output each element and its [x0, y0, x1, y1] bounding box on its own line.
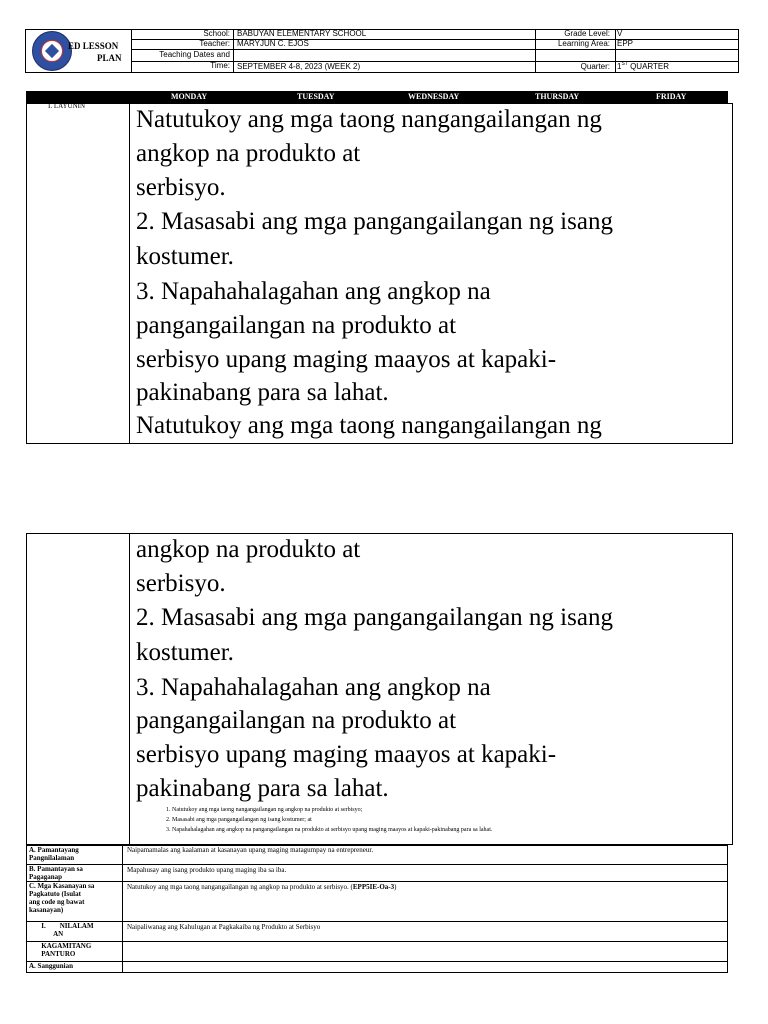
layunin-small-line: 1. Natutukoy ang mga taong nangangailangan ng angkop na produkto at serbisyo; [166, 807, 363, 813]
layunin-label: I. LAYUNIN [48, 102, 86, 110]
row-label-nilalaman: I. NILALAM AN [29, 922, 94, 938]
day-wednesday: WEDNESDAY [408, 92, 460, 101]
row-label-kagamitang-panturo: KAGAMITANG PANTURO [29, 942, 92, 958]
row-value-mga-kasanayan: Natutukoy ang mga taong nangangailangan ng angkop na produkto at serbisyo. (EPP5IE-Oa-3) [127, 883, 397, 891]
layunin-line: 3. Napahahalagahan ang angkop na [136, 674, 491, 701]
dates-value: SEPTEMBER 4-8, 2023 (WEEK 2) [237, 62, 361, 71]
grade-label: Grade Level: [564, 29, 610, 38]
row-label-mga-kasanayan: C. Mga Kasanayan sa Pagkatuto (Isulat ang code ng bawat kasanayan) [29, 882, 95, 914]
deped-seal-logo [32, 31, 72, 71]
layunin-line: 2. Masasabi ang mga pangangailangan ng isang [136, 208, 613, 235]
layunin-line: serbisyo upang maging maayos at kapaki- [136, 346, 557, 373]
layunin-line: kostumer. [136, 243, 234, 270]
day-tuesday: TUESDAY [297, 92, 335, 101]
day-friday: FRIDAY [656, 92, 687, 101]
row-value-pamantayang-pangnilalaman: Naipamamalas ang kaalaman at kasanayan upang maging matagumpay na entrepreneur. [127, 846, 374, 854]
layunin-line: pakinabang para sa lahat. [136, 379, 389, 406]
layunin-line: angkop na produkto at [136, 140, 361, 167]
row-label-sanggunian: A. Sanggunian [29, 962, 73, 970]
days-header-bar [26, 91, 728, 103]
layunin-line: 2. Masasabi ang mga pangangailangan ng isang [136, 604, 613, 631]
area-label: Learning Area: [557, 39, 610, 48]
teacher-label: Teacher: [199, 39, 230, 48]
row-value-pamantayan-sa-pagaganap: Mapahusay ang isang produkto upang maging iba sa iba. [127, 866, 287, 874]
layunin-line: kostumer. [136, 639, 234, 666]
school-label: School: [203, 29, 230, 38]
layunin-line: serbisyo upang maging maayos at kapaki- [136, 741, 557, 768]
area-value: EPP [617, 39, 634, 48]
quarter-label: Quarter: [580, 62, 610, 71]
teacher-value: MARYJUN C. EJOS [237, 39, 309, 48]
row-value-nilalaman: Naipaliwanag ang Kahulugan at Pagkakaiba ng Produkto at Serbisyo [127, 923, 321, 931]
grade-value: V [617, 29, 623, 38]
dates-label-1: Teaching Dates and [159, 50, 230, 59]
layunin-line: Natutukoy ang mga taong nangangailangan ng [136, 412, 602, 439]
layunin-line: angkop na produkto at [136, 536, 361, 563]
layunin-line: pangangailangan na produkto at [136, 312, 457, 339]
title-line1: ED LESSON [68, 41, 119, 51]
layunin-line: 3. Napahahalagahan ang angkop na [136, 278, 491, 305]
layunin-line: pangangailangan na produkto at [136, 707, 457, 734]
layunin-line: Natutukoy ang mga taong nangangailangan ng [136, 106, 602, 133]
quarter-value: 1ST QUARTER [617, 61, 670, 71]
layunin-small-line: 2. Masasabi ang mga pangangailangan ng isang kostumer; at [166, 817, 312, 823]
row-label-pamantayan-sa-pagaganap: B. Pamantayan sa Pagaganap [29, 865, 83, 881]
row-label-pamantayang-pangnilalaman: A. Pamantayang Pangnilalaman [29, 846, 79, 862]
layunin-line: serbisyo. [136, 174, 226, 201]
title-line2: PLAN [97, 53, 122, 63]
layunin-line: serbisyo. [136, 570, 226, 597]
layunin-line: pakinabang para sa lahat. [136, 775, 389, 802]
day-monday: MONDAY [171, 92, 208, 101]
day-thursday: THURSDAY [535, 92, 580, 101]
dates-label-2: Time: [210, 61, 230, 70]
layunin-small-line: 3. Napahahalagahan ang angkop na pangangailangan na produkto at serbisyo upang maging maayos at kapaki-pakinabang para sa lahat. [166, 827, 493, 833]
school-value: BABUYAN ELEMENTARY SCHOOL [237, 29, 367, 38]
